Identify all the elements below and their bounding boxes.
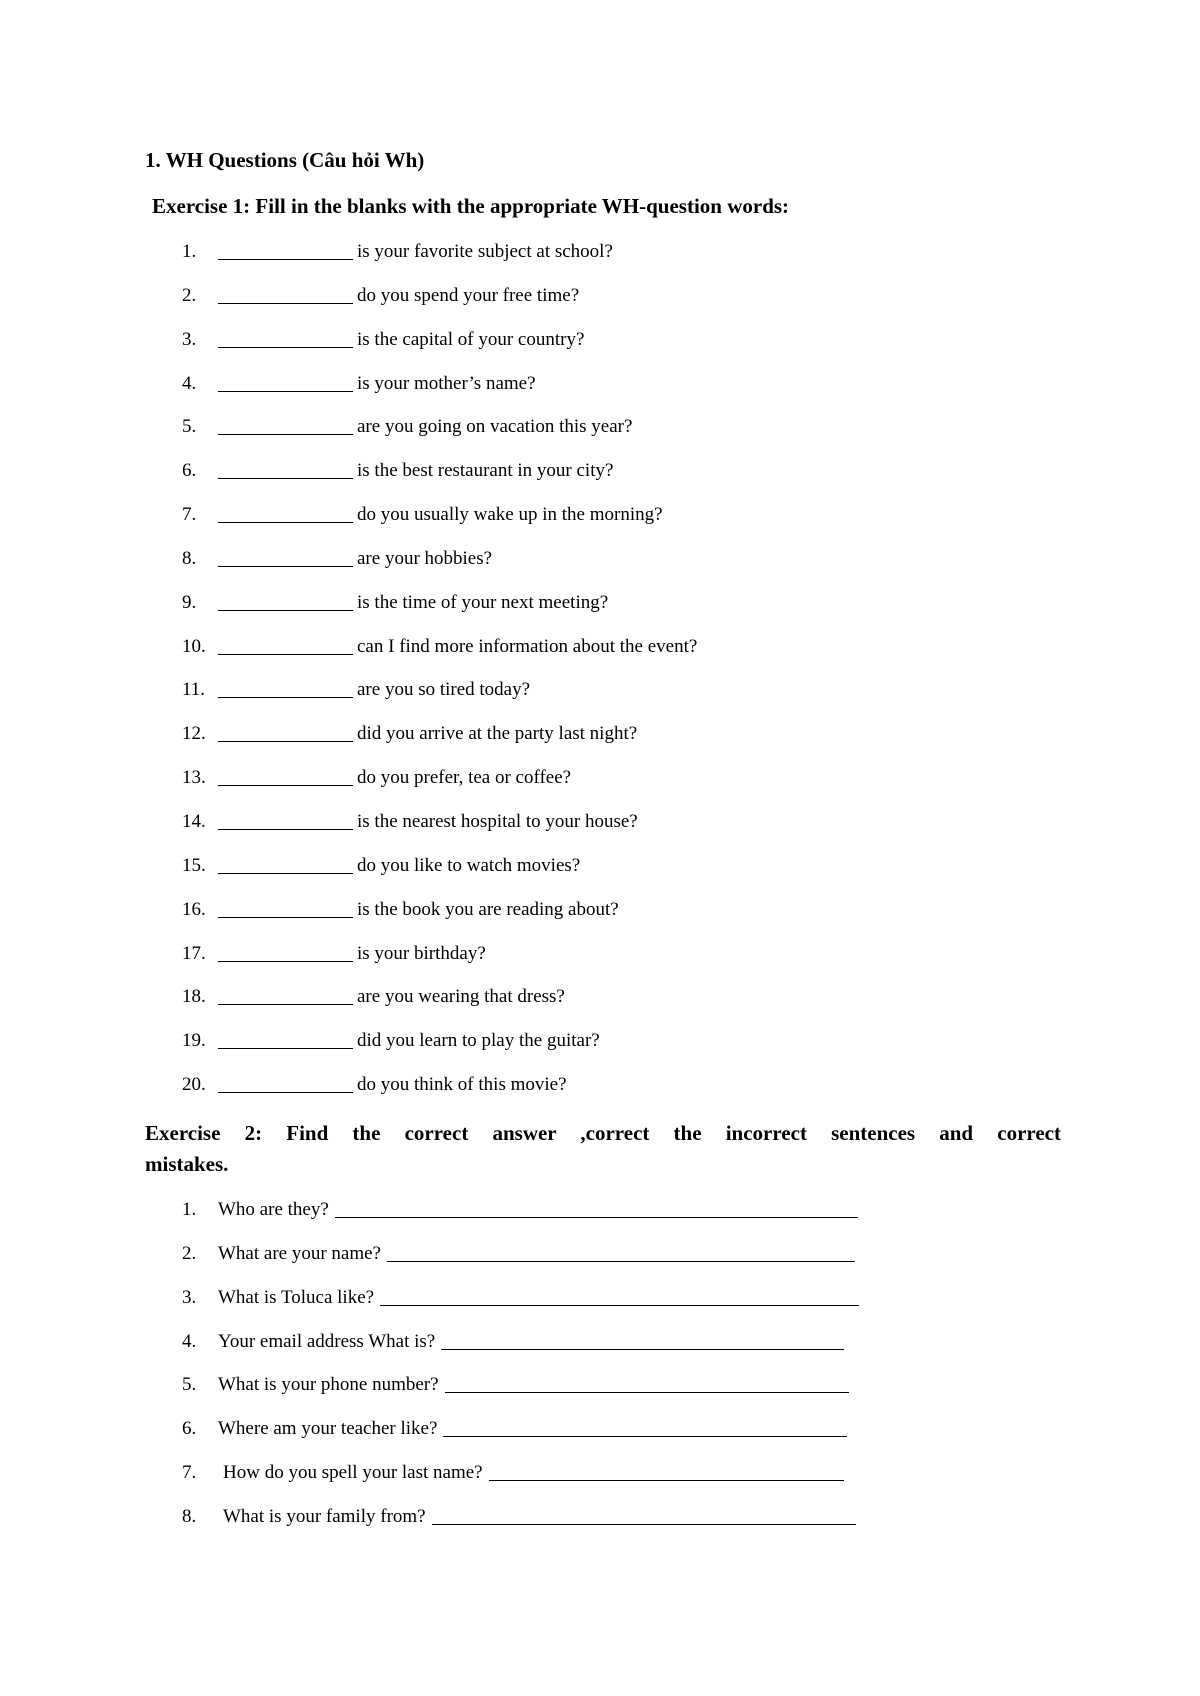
answer-blank bbox=[218, 873, 353, 874]
exercise-1-title: Exercise 1: Fill in the blanks with the appropriate WH-question words: bbox=[152, 194, 790, 218]
question-text: did you learn to play the guitar? bbox=[357, 1030, 600, 1052]
item-number: 8. bbox=[182, 547, 197, 569]
answer-blank bbox=[218, 1092, 353, 1093]
item-number: 1. bbox=[182, 1199, 197, 1220]
answer-blank bbox=[218, 785, 353, 786]
item-number: 15. bbox=[182, 854, 206, 876]
question-text: is the nearest hospital to your house? bbox=[357, 810, 638, 832]
answer-blank bbox=[218, 259, 353, 260]
question-text: are you wearing that dress? bbox=[357, 986, 565, 1008]
sentence-text: Your email address What is? bbox=[218, 1330, 436, 1352]
answer-line bbox=[380, 1284, 859, 1306]
item-number: 2. bbox=[182, 1242, 197, 1264]
answer-blank bbox=[218, 697, 353, 698]
item-number: 6. bbox=[182, 460, 197, 482]
item-number: 4. bbox=[182, 1330, 197, 1352]
item-number: 19. bbox=[182, 1030, 206, 1052]
item-number: 12. bbox=[182, 723, 206, 745]
question-text: is your favorite subject at school? bbox=[357, 241, 613, 262]
sentence-text: What is your family from? bbox=[223, 1505, 426, 1527]
question-text: can I find more information about the event? bbox=[357, 635, 698, 657]
answer-blank bbox=[218, 1004, 353, 1005]
answer-blank bbox=[218, 303, 353, 304]
item-number: 10. bbox=[182, 635, 206, 657]
sentence-text: What is your phone number? bbox=[218, 1374, 439, 1396]
item-number: 16. bbox=[182, 898, 206, 920]
answer-blank bbox=[218, 610, 353, 611]
question-text: do you prefer, tea or coffee? bbox=[357, 767, 572, 789]
question-text: is your birthday? bbox=[357, 942, 486, 964]
answer-line bbox=[335, 1196, 858, 1218]
item-number: 18. bbox=[182, 986, 206, 1008]
item-number: 9. bbox=[182, 591, 197, 613]
question-text: is your mother’s name? bbox=[357, 372, 536, 394]
sentence-text: What are your name? bbox=[218, 1242, 381, 1264]
answer-blank bbox=[218, 434, 353, 435]
sentence-text: What is Toluca like? bbox=[218, 1286, 375, 1308]
question-text: is the time of your next meeting? bbox=[357, 591, 609, 613]
question-text: do you usually wake up in the morning? bbox=[357, 504, 663, 526]
question-text: did you arrive at the party last night? bbox=[357, 723, 638, 745]
item-number: 20. bbox=[182, 1074, 206, 1096]
item-number: 14. bbox=[182, 810, 206, 832]
item-number: 1. bbox=[182, 241, 197, 262]
question-text: are your hobbies? bbox=[357, 547, 493, 569]
question-text: is the best restaurant in your city? bbox=[357, 460, 614, 482]
answer-blank bbox=[218, 566, 353, 567]
item-number: 7. bbox=[182, 504, 197, 526]
sentence-text: Who are they? bbox=[218, 1199, 329, 1220]
item-number: 6. bbox=[182, 1418, 197, 1440]
answer-line bbox=[432, 1503, 856, 1525]
answer-line bbox=[489, 1459, 844, 1481]
question-text: do you think of this movie? bbox=[357, 1074, 567, 1096]
answer-blank bbox=[218, 829, 353, 830]
question-text: is the book you are reading about? bbox=[357, 898, 619, 920]
answer-blank bbox=[218, 522, 353, 523]
answer-blank bbox=[218, 961, 353, 962]
answer-blank bbox=[218, 741, 353, 742]
item-number: 13. bbox=[182, 767, 206, 789]
question-text: do you like to watch movies? bbox=[357, 854, 581, 876]
item-number: 11. bbox=[182, 679, 206, 701]
section-title: 1. WH Questions (Câu hỏi Wh) bbox=[145, 148, 425, 172]
answer-blank bbox=[218, 478, 353, 479]
answer-blank bbox=[218, 391, 353, 392]
answer-line bbox=[443, 1415, 847, 1437]
item-number: 4. bbox=[182, 372, 197, 394]
answer-blank bbox=[218, 1048, 353, 1049]
question-text: are you going on vacation this year? bbox=[357, 416, 633, 438]
sentence-text: Where am your teacher like? bbox=[218, 1418, 438, 1440]
answer-blank bbox=[218, 654, 353, 655]
question-text: is the capital of your country? bbox=[357, 328, 585, 350]
sentence-text: How do you spell your last name? bbox=[223, 1462, 483, 1484]
item-number: 5. bbox=[182, 416, 197, 438]
item-number: 5. bbox=[182, 1374, 197, 1396]
answer-line bbox=[387, 1240, 855, 1262]
item-number: 3. bbox=[182, 328, 197, 350]
exercise-2-title: Exercise 2: Find the correct answer ,correct the incorrect sentences and correct mistakes. bbox=[145, 1121, 1061, 1176]
question-text: do you spend your free time? bbox=[357, 284, 580, 306]
item-number: 3. bbox=[182, 1286, 197, 1308]
answer-line bbox=[441, 1328, 844, 1350]
item-number: 8. bbox=[182, 1505, 197, 1527]
item-number: 7. bbox=[182, 1462, 197, 1484]
answer-blank bbox=[218, 347, 353, 348]
item-number: 17. bbox=[182, 942, 206, 964]
answer-line bbox=[445, 1371, 849, 1393]
answer-blank bbox=[218, 917, 353, 918]
question-text: are you so tired today? bbox=[357, 679, 531, 701]
item-number: 2. bbox=[182, 284, 197, 306]
